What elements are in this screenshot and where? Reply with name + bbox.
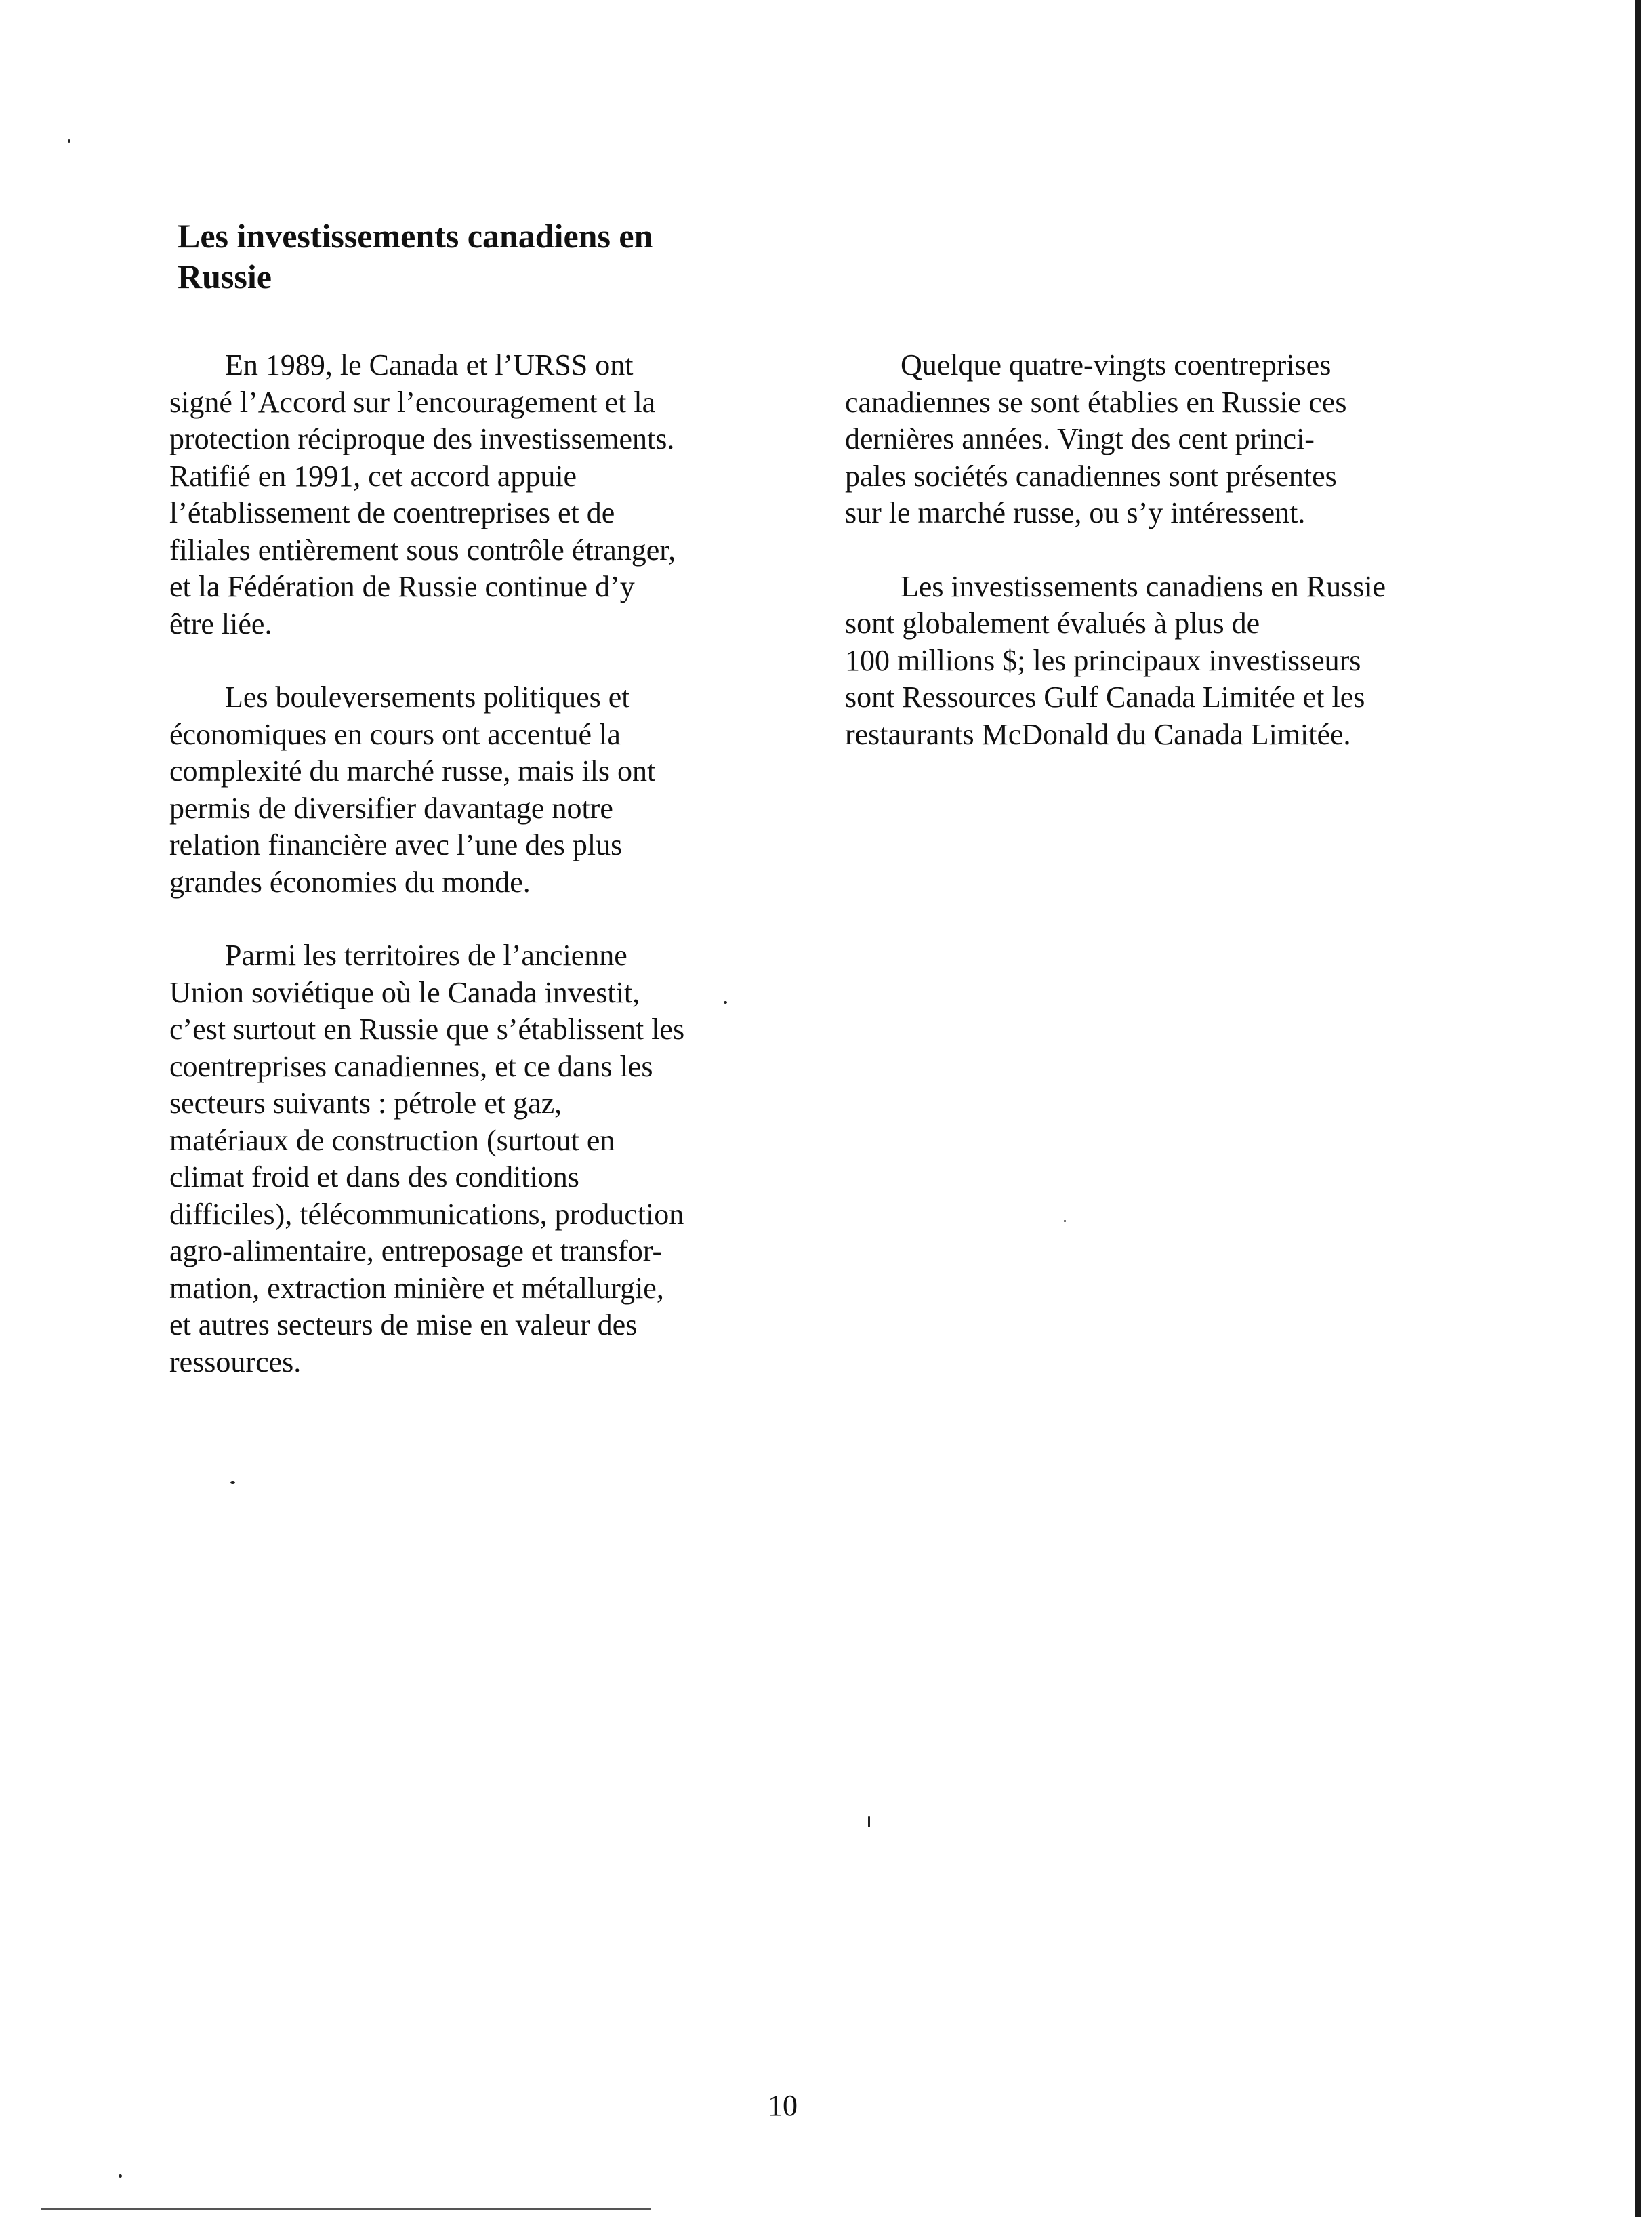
text-line: pales sociétés canadiennes sont présentes — [845, 459, 1337, 493]
text-line: agro-alimentaire, entreposage et transfor- — [169, 1234, 663, 1267]
scan-speck — [724, 1001, 727, 1004]
text-line: sont Ressources Gulf Canada Limitée et les — [845, 680, 1365, 714]
text-line: être liée. — [169, 607, 272, 640]
right-column — [845, 347, 1441, 790]
left-column — [169, 347, 732, 1417]
text-line: difficiles), télécommunications, production — [169, 1197, 684, 1231]
text-line: l’établissement de coentreprises et de — [169, 496, 615, 529]
text-line: grandes économies du monde. — [169, 865, 531, 899]
text-line: dernières années. Vingt des cent princi- — [845, 422, 1315, 455]
scan-edge-border — [1635, 0, 1641, 2217]
scan-speck — [1064, 1220, 1066, 1222]
text-line: complexité du marché russe, mais ils ont — [169, 754, 656, 788]
text-line: et autres secteurs de mise en valeur des — [169, 1308, 638, 1341]
text-line: Ratifié en 1991, cet accord appuie — [169, 459, 577, 493]
text-line: En 1989, le Canada et l’URSS ont — [225, 348, 634, 382]
text-line: 100 millions $; les principaux investisseurs — [845, 643, 1361, 677]
text-line: c’est surtout en Russie que s’établissent les — [169, 1013, 685, 1046]
paragraph — [845, 347, 1441, 532]
text-line: signé l’Accord sur l’encouragement et la — [169, 385, 656, 419]
text-line: filiales entièrement sous contrôle étranger, — [169, 533, 676, 567]
text-line: sur le marché russe, ou s’y intéressent. — [845, 496, 1306, 529]
scan-speck — [868, 1816, 870, 1827]
paragraph — [169, 679, 732, 901]
text-line: protection réciproque des investissements. — [169, 422, 675, 455]
text-line: Parmi les territoires de l’ancienne — [225, 939, 627, 972]
text-line: Quelque quatre-vingts coentreprises — [901, 348, 1331, 382]
title-line: Russie — [178, 258, 272, 296]
text-line: matériaux de construction (surtout en — [169, 1123, 615, 1157]
text-line: coentreprises canadiennes, et ce dans les — [169, 1049, 653, 1083]
text-line: ressources. — [169, 1345, 302, 1379]
text-line: relation financière avec l’une des plus — [169, 828, 623, 861]
page-title — [178, 216, 787, 297]
paragraph — [845, 569, 1441, 754]
text-line: secteurs suivants : pétrole et gaz, — [169, 1086, 562, 1120]
scan-speck — [230, 1481, 235, 1484]
page-number: 10 — [768, 2089, 798, 2122]
text-line: Les investissements canadiens en Russie — [901, 569, 1386, 603]
text-line: permis de diversifier davantage notre — [169, 791, 613, 825]
scan-bottom-rule — [41, 2208, 651, 2210]
text-line: Union soviétique où le Canada investit, — [169, 975, 640, 1009]
text-line: sont globalement évalués à plus de — [845, 607, 1260, 640]
text-line: et la Fédération de Russie continue d’y — [169, 570, 635, 603]
paragraph — [169, 937, 732, 1381]
text-line: restaurants McDonald du Canada Limitée. — [845, 717, 1351, 751]
scan-speck — [68, 139, 70, 143]
title-line: Les investissements canadiens en — [178, 217, 653, 255]
text-line: climat froid et dans des conditions — [169, 1160, 579, 1194]
text-line: mation, extraction minière et métallurgie, — [169, 1271, 664, 1305]
scan-speck — [119, 2174, 122, 2178]
paragraph — [169, 347, 732, 643]
text-line: économiques en cours ont accentué la — [169, 717, 621, 751]
text-line: canadiennes se sont établies en Russie ces — [845, 385, 1347, 419]
text-line: Les bouleversements politiques et — [225, 680, 630, 714]
